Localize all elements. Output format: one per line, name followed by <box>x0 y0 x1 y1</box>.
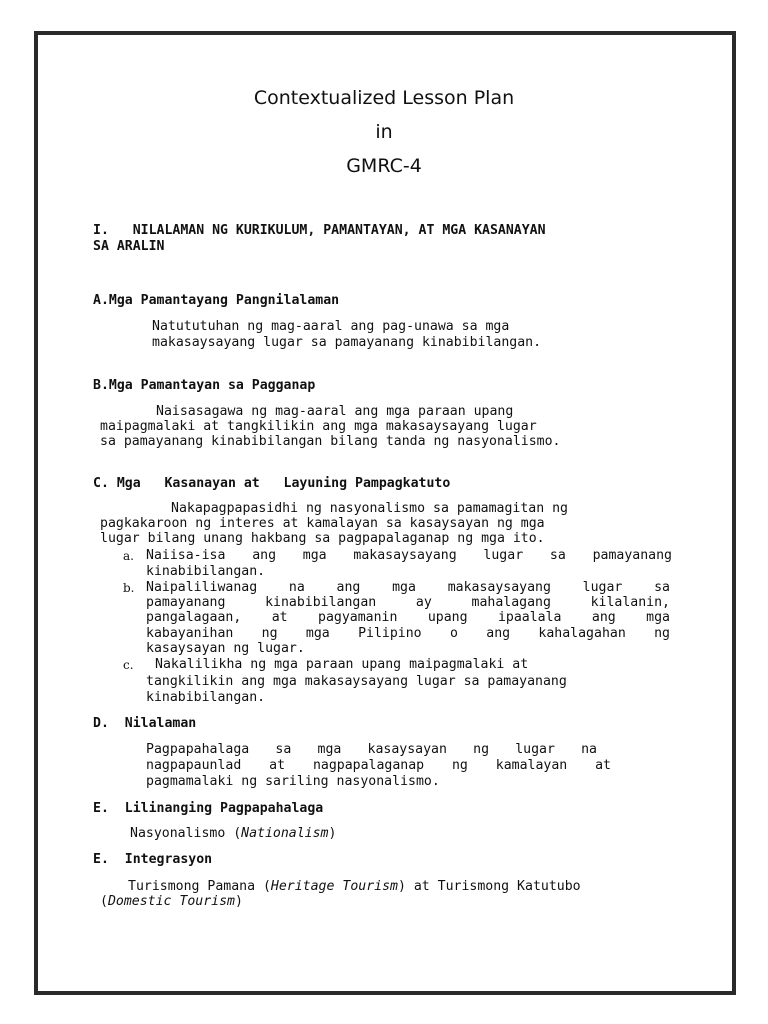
subsection-b-heading: B.Mga Pamantayan sa Pagganap <box>93 378 316 393</box>
subsection-c-text: pagkakaroon ng interes at kamalayan sa kasaysayan ng mga <box>100 516 545 531</box>
subsection-a-text: makasaysayang lugar sa pamayanang kinabibilangan. <box>152 335 542 350</box>
list-item-text: kabayanihan ng mga Pilipino o ang kahalagahan ng <box>146 626 670 641</box>
document-subject: GMRC-4 <box>346 155 422 177</box>
subsection-c-text: Nakapagpapasidhi ng nasyonalismo sa pamamagitan ng <box>171 501 568 516</box>
subsection-e2-text: (Domestic Tourism) <box>100 894 243 909</box>
list-marker: a. <box>123 549 134 563</box>
document-title-connector: in <box>375 121 393 143</box>
list-item-text: kinabibilangan. <box>146 690 266 705</box>
section-heading-line2: SA ARALIN <box>93 239 165 254</box>
subsection-d-text: Pagpapahalaga sa mga kasaysayan ng lugar na <box>146 742 597 757</box>
subsection-e1-heading: E. Lilinanging Pagpapahalaga <box>93 801 324 816</box>
list-item-text: Naiisa-isa ang mga makasaysayang lugar sa pamayanang <box>146 548 672 563</box>
subsection-d-text: nagpapaunlad at nagpapalaganap ng kamalayan at <box>146 758 611 773</box>
list-item-text: pamayanang kinabibilangan ay mahalagang kilalanin, <box>146 595 670 610</box>
subsection-d-text: pagmamalaki ng sariling nasyonalismo. <box>146 774 440 789</box>
subsection-a-heading: A.Mga Pamantayang Pangnilalaman <box>93 293 340 308</box>
document-title: Contextualized Lesson Plan <box>253 87 515 109</box>
list-item-text: pangalagaan, at pagyamanin upang ipaalala ang mga <box>146 610 670 625</box>
subsection-a-text: Natututuhan ng mag-aaral ang pag-unawa sa mga <box>152 319 510 334</box>
list-marker: b. <box>123 581 135 595</box>
list-marker: c. <box>123 658 134 672</box>
subsection-b-text: maipagmalaki at tangkilikin ang mga makasaysayang lugar <box>100 419 537 434</box>
subsection-c-heading: C. Mga Kasanayan at Layuning Pampagkatuto <box>93 476 451 491</box>
subsection-d-heading: D. Nilalaman <box>93 716 197 731</box>
subsection-b-text: sa pamayanang kinabibilangan bilang tanda ng nasyonalismo. <box>100 434 561 449</box>
section-heading-line1: I. NILALAMAN NG KURIKULUM, PAMANTAYAN, AT MGA KASANAYAN <box>93 223 546 238</box>
list-item-text: kinabibilangan. <box>146 564 266 579</box>
list-item-text: tangkilikin ang mga makasaysayang lugar sa pamayanang <box>146 674 567 689</box>
subsection-e2-heading: E. Integrasyon <box>93 852 213 867</box>
subsection-e2-text: Turismong Pamana (Heritage Tourism) at Turismong Katutubo <box>128 879 581 894</box>
list-item-text: Nakalilikha ng mga paraan upang maipagmalaki at <box>155 657 529 672</box>
list-item-text: Naipaliliwanag na ang mga makasaysayang lugar sa <box>146 580 670 595</box>
subsection-c-text: lugar bilang unang hakbang sa pagpapalaganap ng mga ito. <box>100 531 545 546</box>
subsection-e1-text: Nasyonalismo (Nationalism) <box>130 826 337 841</box>
subsection-b-text: Naisasagawa ng mag-aaral ang mga paraan upang <box>156 404 514 419</box>
list-item-text: kasaysayan ng lugar. <box>146 641 305 656</box>
